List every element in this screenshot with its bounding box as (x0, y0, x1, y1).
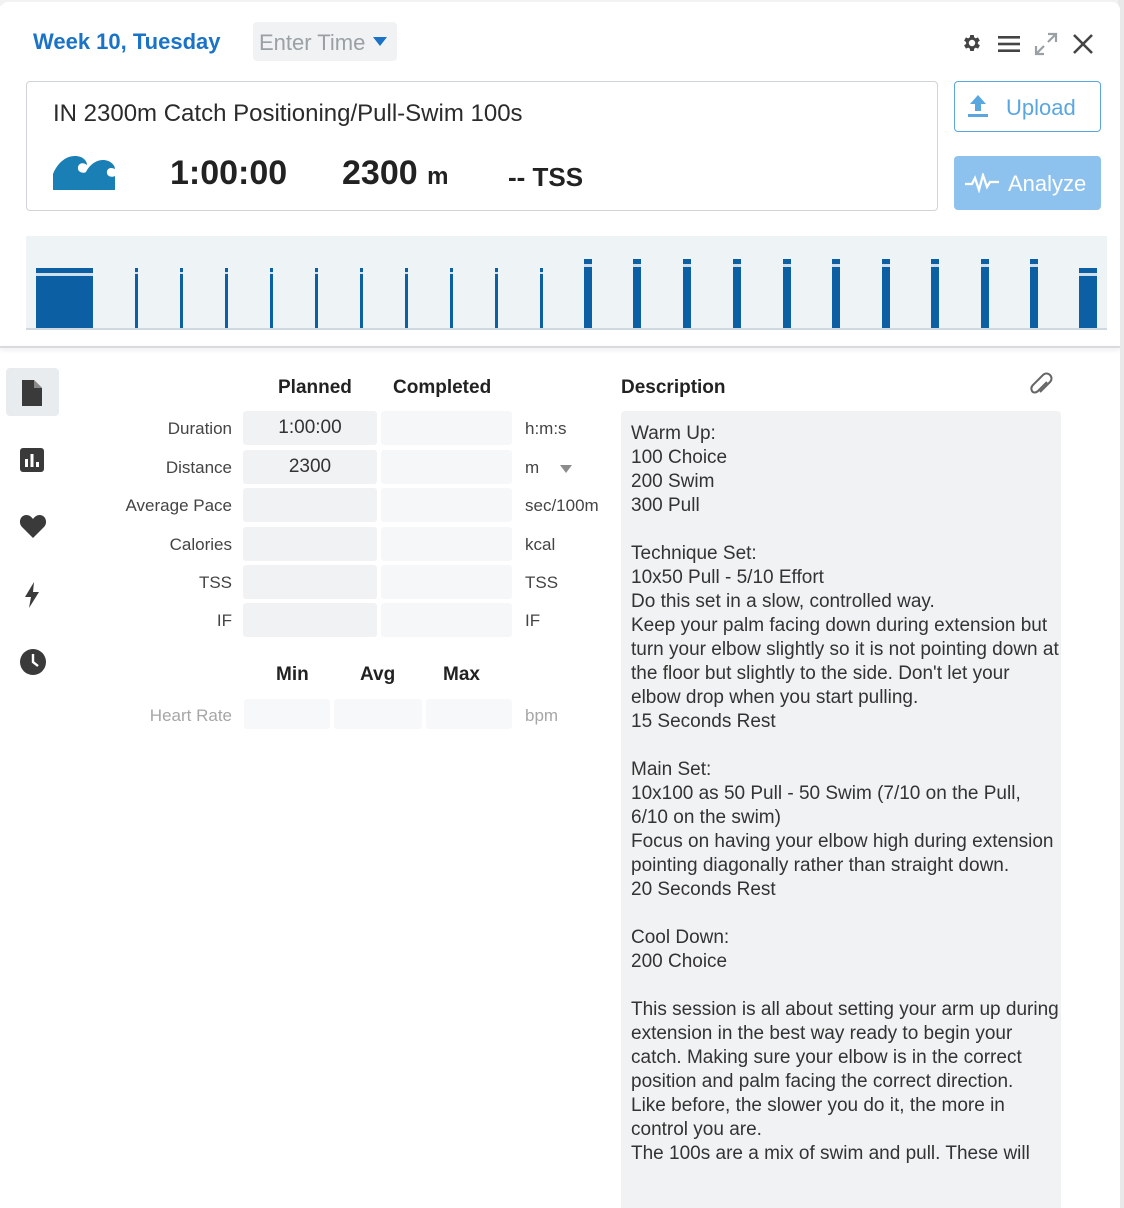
lightning-icon (19, 581, 45, 609)
interval-bar-cap (315, 272, 318, 274)
chart-baseline (26, 328, 1107, 330)
interval-bar-cap (495, 272, 498, 274)
planned-duration-input[interactable]: 1:00:00 (243, 411, 377, 445)
completed-tss-input[interactable] (381, 565, 512, 599)
interval-bar[interactable] (733, 259, 741, 328)
interval-bar-fill (495, 268, 498, 328)
clock-icon (19, 648, 47, 676)
completed-header: Completed (393, 377, 492, 398)
interval-bar[interactable] (683, 259, 691, 328)
tss-label: TSS (198, 573, 232, 592)
caret-down-icon (373, 37, 387, 46)
interval-bar-fill (882, 259, 890, 328)
interval-bar-cap (36, 273, 93, 276)
distance-unit-select[interactable] (525, 458, 572, 478)
upload-icon (967, 94, 989, 118)
duration-label: Duration (167, 419, 232, 438)
interval-bar-cap (683, 264, 691, 267)
interval-bar-fill (931, 259, 939, 328)
interval-bar-cap (180, 272, 183, 274)
interval-bar-fill (981, 259, 989, 328)
average-pace-label: Average Pace (125, 496, 232, 515)
tss-row-label-wrap (60, 573, 232, 603)
interval-bar-cap (633, 264, 641, 267)
interval-bar-cap (135, 272, 138, 274)
tss-value: -- TSS (508, 162, 584, 192)
interval-bar-cap (360, 272, 363, 274)
planned-duration: 1:00:00 (170, 154, 288, 192)
pace-row-label-wrap (60, 496, 232, 526)
interval-bar-cap (405, 272, 408, 274)
planned-distance (342, 154, 448, 193)
interval-bar-fill (270, 268, 273, 328)
interval-bar-fill (1079, 268, 1097, 328)
interval-bar[interactable] (495, 268, 498, 328)
interval-bar-fill (733, 259, 741, 328)
hr-row-label-wrap (60, 706, 232, 736)
interval-bar-fill (450, 268, 453, 328)
workout-structure-chart[interactable] (26, 236, 1107, 330)
planned-pace-input[interactable] (243, 488, 377, 522)
workout-title: IN 2300m Catch Positioning/Pull-Swim 100s (53, 100, 523, 127)
activity-pulse-icon (965, 173, 999, 193)
caret-down-icon (560, 465, 572, 473)
planned-calories-input[interactable] (243, 527, 377, 561)
interval-bar-fill (405, 268, 408, 328)
interval-bar-fill (832, 259, 840, 328)
interval-bar[interactable] (315, 268, 318, 328)
interval-bar[interactable] (882, 259, 890, 328)
completed-distance-input[interactable] (381, 450, 512, 484)
distance-unit: m (427, 163, 449, 190)
bar-chart-icon (19, 447, 45, 473)
menu-icon[interactable] (997, 34, 1021, 54)
interval-bar[interactable] (405, 268, 408, 328)
interval-bar-cap (832, 264, 840, 267)
description-textarea[interactable] (621, 411, 1061, 1208)
pace-unit: sec/100m (525, 496, 599, 515)
hr-max-input[interactable] (426, 699, 512, 729)
hr-min-input[interactable] (244, 699, 330, 729)
calories-label: Calories (169, 535, 232, 554)
interval-bar[interactable] (1079, 268, 1097, 328)
if-row-label-wrap (60, 611, 232, 641)
upload-label: Upload (1006, 95, 1076, 120)
duration-row-label-wrap (60, 419, 232, 449)
interval-bar-fill (135, 268, 138, 328)
interval-bar-cap (783, 264, 791, 267)
interval-bar-fill (540, 268, 543, 328)
interval-bar-fill (180, 268, 183, 328)
description-heading: Description (621, 377, 726, 398)
interval-bar-fill (1030, 259, 1038, 328)
interval-bar[interactable] (633, 259, 641, 328)
tab-time[interactable] (6, 637, 59, 685)
hr-avg-input[interactable] (334, 699, 422, 729)
interval-bar[interactable] (36, 268, 93, 328)
interval-bar-cap (540, 272, 543, 274)
tab-charts[interactable] (6, 436, 59, 484)
if-unit: IF (525, 611, 541, 630)
hr-max-header: Max (443, 664, 480, 685)
interval-bar-cap (1030, 264, 1038, 267)
interval-bar[interactable] (180, 268, 183, 328)
interval-bar-cap (981, 264, 989, 267)
planned-if-input[interactable] (243, 603, 377, 637)
interval-bar[interactable] (1030, 259, 1038, 328)
interval-bar[interactable] (360, 268, 363, 328)
interval-bar-cap (1079, 273, 1097, 276)
tab-heart-rate[interactable] (6, 502, 59, 550)
interval-bar[interactable] (225, 268, 228, 328)
interval-bar[interactable] (540, 268, 543, 328)
expand-icon[interactable] (1034, 32, 1058, 56)
upload-button[interactable] (954, 81, 1101, 132)
distance-value: 2300 (342, 154, 418, 192)
tab-details[interactable] (6, 368, 59, 416)
distance-label: Distance (165, 458, 232, 477)
interval-bar-cap (733, 264, 741, 267)
heart-rate-label: Heart Rate (149, 706, 232, 725)
calories-unit: kcal (525, 535, 556, 554)
tss-unit: TSS (525, 573, 559, 592)
workout-summary-card (26, 81, 938, 211)
document-icon (19, 379, 45, 407)
interval-bar-fill (783, 259, 791, 328)
gear-icon[interactable] (961, 32, 983, 54)
workout-modal (0, 2, 1120, 1208)
interval-bar-fill (633, 259, 641, 328)
interval-bar-cap (450, 272, 453, 274)
interval-bar-fill (225, 268, 228, 328)
hr-min-header: Min (276, 664, 309, 685)
hr-avg-header: Avg (360, 664, 396, 685)
completed-calories-input[interactable] (381, 527, 512, 561)
interval-bar-fill (315, 268, 318, 328)
interval-bar[interactable] (931, 259, 939, 328)
time-picker[interactable] (253, 22, 397, 61)
interval-bar-cap (931, 264, 939, 267)
interval-bar-cap (882, 264, 890, 267)
planned-tss-input[interactable] (243, 565, 377, 599)
time-placeholder: Enter Time (259, 30, 366, 55)
completed-pace-input[interactable] (381, 488, 512, 522)
swim-wave-icon (53, 152, 115, 190)
hr-unit: bpm (525, 706, 559, 725)
interval-bar[interactable] (584, 259, 592, 328)
heart-icon (19, 513, 47, 539)
interval-bar-fill (584, 259, 592, 328)
planned-distance-input[interactable]: 2300 (243, 450, 377, 484)
interval-bar-fill (36, 268, 93, 328)
workout-date: Week 10, Tuesday (33, 29, 221, 54)
interval-bar-fill (360, 268, 363, 328)
completed-duration-input[interactable] (381, 411, 512, 445)
if-label: IF (216, 611, 232, 630)
completed-if-input[interactable] (381, 603, 512, 637)
interval-bar-cap (584, 264, 592, 267)
interval-bar-cap (270, 272, 273, 274)
description-text: Warm Up: 100 Choice 200 Swim 300 Pull Technique Set: 10x50 Pull - 5/10 Effort Do this set in a slow, controlled way. Keep your palm facing down during extension but turn your elbow slightly so it is not pointing down at the floor but slightly to the side. Don't let your elbow drop when you start pulling. 15 Seconds Rest Main Set: 10x100 as 50 Pull - 50 Swim (7/10 on the Pull, 6/10 on the swim) Focus on having your elbow high during extension pointing diagonally rather than straight down. 20 Seconds Rest Cool Down: 200 Choice This session is all about setting your arm up during extension in the best way ready to begin your catch. Making sure your elbow is in the correct position and palm facing the correct direction. Like before, the slower you do it, the more in control you are. The 100s are a mix of swim and pull. These will (631, 423, 1059, 1164)
distance-row-label-wrap (60, 458, 232, 488)
analyze-button[interactable] (954, 156, 1101, 210)
interval-bar-cap (225, 272, 228, 274)
interval-bar[interactable] (783, 259, 791, 328)
tab-power[interactable] (6, 570, 59, 618)
planned-header: Planned (278, 377, 352, 398)
interval-bar[interactable] (270, 268, 273, 328)
interval-bar[interactable] (450, 268, 453, 328)
close-icon[interactable] (1071, 32, 1095, 56)
paperclip-icon[interactable] (1028, 371, 1054, 401)
duration-unit: h:m:s (525, 419, 567, 438)
interval-bar-fill (683, 259, 691, 328)
interval-bar[interactable] (981, 259, 989, 328)
interval-bar[interactable] (135, 268, 138, 328)
analyze-label: Analyze (1008, 171, 1087, 196)
distance-unit-value: m (525, 458, 540, 477)
header-divider (0, 346, 1120, 348)
interval-bar[interactable] (832, 259, 840, 328)
calories-row-label-wrap (60, 535, 232, 565)
